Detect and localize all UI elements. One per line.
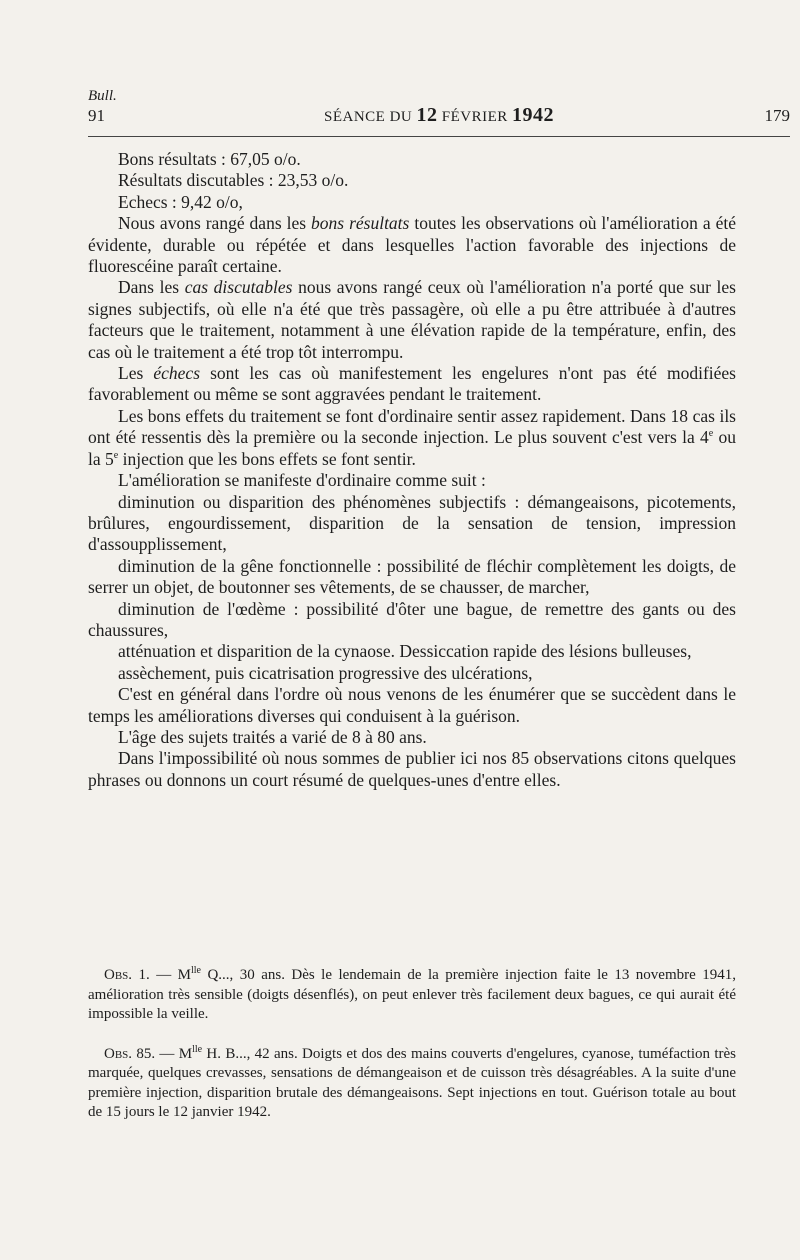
paragraph-cyanosis: atténuation et disparition de la cynaose. Dessiccation rapide des lésions bulleuses, <box>118 641 692 662</box>
running-day: 12 <box>416 104 438 126</box>
page-number-left: 91 <box>88 106 105 125</box>
paragraph-failures: Les échecs sont les cas où manifestement les engelures n'ont pas été modifiées favorablement ou même se sont aggravées pendant le traitement. <box>88 363 736 405</box>
running-title <box>88 104 790 127</box>
result-doubtful: Résultats discutables : 23,53 o/o. <box>118 170 349 191</box>
paragraph-order: C'est en général dans l'ordre où nous venons de les énumérer que se succèdent dans le temps les améliorations diverses qui conduisent à la guérison. <box>88 684 736 726</box>
paragraph-improvement-intro: L'amélioration se manifeste d'ordinaire comme suit : <box>118 470 486 491</box>
header-rule <box>88 136 790 137</box>
paragraph-good-results: Nous avons rangé dans les bons résultats toutes les observations où l'amélioration a été évidente, durable ou répétée et dans lesquelles l'action favorable des injections de fluorescéine paraît certaine. <box>88 213 736 277</box>
paragraph-doubtful-cases: Dans les cas discutables nous avons rangé ceux où l'amélioration n'a porté que sur les signes subjectifs, où elle n'a été que très passagère, où elle a pu être attribuée à d'autres facteurs que le traitement, notamment à une élévation rapide de la température, enfin, des cas où le traitement a été trop tôt interrompu. <box>88 277 736 362</box>
observation-85: Obs. 85. — $M^{lle}$ H. B..., 42 ans. Doigts et dos des mains couverts d'engelures, cyanose, tuméfaction très marquée, quelques crevasses, sensations de démangeaison et de cuisson très désagréables. A la suite d'une première injection, disparition brutale des démangeaisons. Sept injections en tout. Guérison totale au bout de 15 jours le 12 janvier 1942. <box>88 1043 736 1120</box>
running-prefix: SÉANCE DU <box>323 109 413 125</box>
paragraph-oedema: diminution de l'œdème : possibilité d'ôter une bague, de remettre des gants ou des chaussures, <box>88 598 736 640</box>
running-year: 1942 <box>512 104 555 126</box>
paragraph-observations-intro: Dans l'impossibilité où nous sommes de publier ici nos 85 observations citons quelques phrases ou donnons un court résumé de quelques-unes d'entre elles. <box>88 748 736 790</box>
result-good: Bons résultats : 67,05 o/o. <box>118 149 301 169</box>
paragraph-effects-timing: Les bons effets du traitement se font d'ordinaire sentir assez rapidement. Dans 18 cas ils ont été ressentis dès la première ou la seconde injection. Le plus souvent c'est vers la 4e ou la 5e injection que les bons effets se font sentir. <box>88 405 737 469</box>
running-month: FÉVRIER <box>441 109 508 125</box>
journal-abbreviation: Bull. <box>88 88 117 104</box>
paragraph-age: L'âge des sujets traités a varié de 8 à 80 ans. <box>118 726 427 747</box>
paragraph-subjective: diminution ou disparition des phénomènes subjectifs : démangeaisons, picotements, brûlures, engourdissement, disparition de la sensation de tension, impression d'assoupplissement, <box>88 491 736 555</box>
result-failure: Echecs : 9,42 o/o, <box>118 191 243 212</box>
page-number-right: 179 <box>764 106 790 125</box>
paragraph-functional: diminution de la gêne fonctionnelle : possibilité de fléchir complètement les doigts, de serrer un objet, de boutonner ses vêtements, de se chausser, de marcher, <box>88 555 736 598</box>
paragraph-ulcerations: assèchement, puis cicatrisation progressive des ulcérations, <box>118 662 533 683</box>
observation-1: Obs. 1. — $M^{lle}$ Q..., 30 ans. Dès le lendemain de la première injection faite le 13 novembre 1941, amélioration très sensible (doigts désenflés), on peut enlever très facilement deux bagues, ce qui aurait été impossible la veille. <box>88 965 736 1022</box>
observations <box>88 966 736 1143</box>
running-header <box>88 104 790 130</box>
main-text <box>88 149 736 791</box>
